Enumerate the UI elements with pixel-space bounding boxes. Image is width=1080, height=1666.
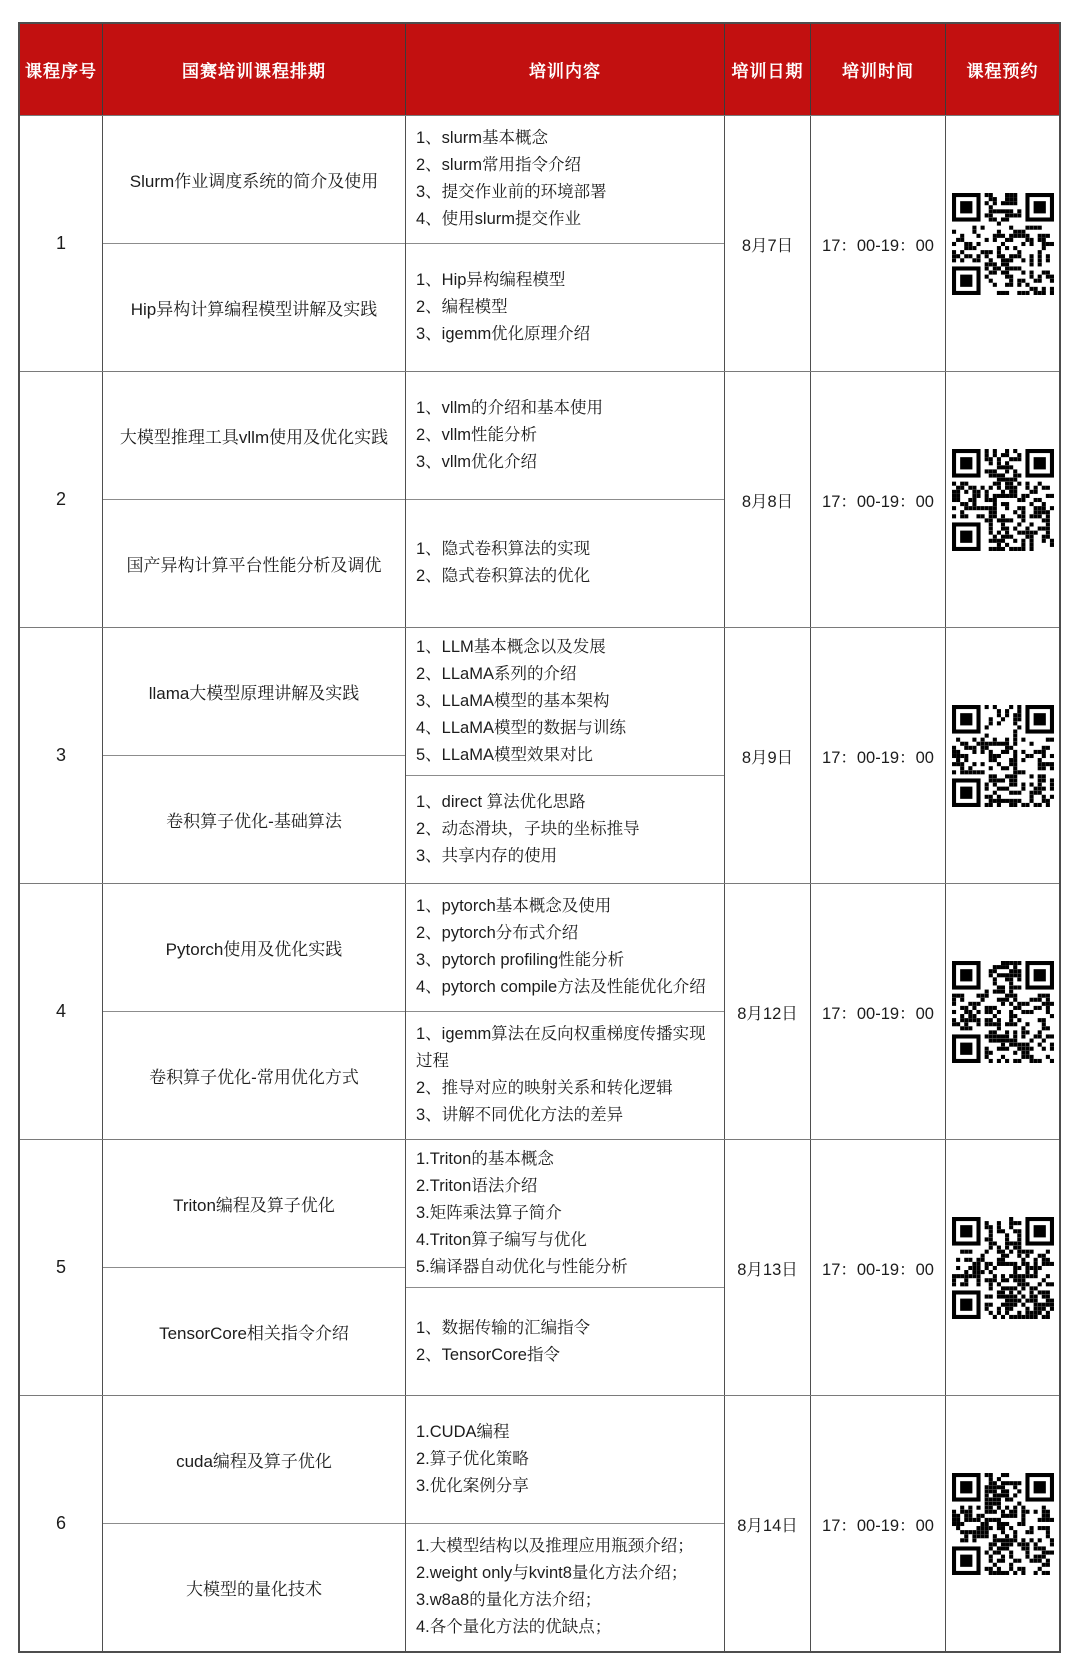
course-title: Hip异构计算编程模型讲解及实践 (130, 299, 378, 319)
course-content: 1、Hip异构编程模型 2、编程模型 3、igemm优化原理介绍 (416, 270, 591, 343)
column-header-course-schedule: 国赛培训课程排期 (102, 24, 405, 115)
course-number: 5 (55, 1257, 66, 1277)
course-number: 6 (55, 1513, 66, 1533)
qr-code (952, 449, 1054, 551)
course-title: 卷积算子优化-基础算法 (166, 811, 342, 831)
course-content: 1、igemm算法在反向权重梯度传播实现过程 2、推导对应的映射关系和转化逻辑 3、讲解不同优化方法的差异 (416, 1025, 706, 1125)
course-content: 1.大模型结构以及推理应用瓶颈介绍； 2.weight only与kvint8量化方法介绍； 3.w8a8的量化方法介绍； 4.各个量化方法的优缺点； (416, 1537, 694, 1637)
table-row (20, 627, 1059, 883)
table-row (20, 1139, 1059, 1395)
course-title: cuda编程及算子优化 (103, 1396, 405, 1524)
course-content: 1、direct 算法优化思路 2、动态滑块，子块的坐标推导 3、共享内存的使用 (416, 793, 640, 865)
qr-code (952, 1473, 1054, 1575)
course-number: 3 (55, 745, 66, 765)
course-content: 1、数据传输的汇编指令 2、TensorCore指令 (416, 1318, 591, 1364)
training-date: 8月14日 (724, 1396, 810, 1651)
column-header-training-time: 培训时间 (810, 24, 945, 115)
qr-code (952, 961, 1054, 1063)
training-date: 8月12日 (724, 884, 810, 1139)
training-time: 17：00-19：00 (810, 116, 945, 371)
training-date: 8月7日 (724, 116, 810, 371)
qr-code (952, 193, 1054, 295)
course-title: 国产异构计算平台性能分析及调优 (126, 555, 382, 575)
table-row (20, 371, 1059, 627)
course-title: llama大模型原理讲解及实践 (103, 628, 405, 756)
training-time: 17：00-19：00 (810, 628, 945, 883)
course-title: TensorCore相关指令介绍 (159, 1323, 349, 1343)
table-header-row (20, 24, 1059, 115)
table-row (20, 115, 1059, 371)
course-title: Slurm作业调度系统的简介及使用 (103, 116, 405, 244)
column-header-training-date: 培训日期 (724, 24, 810, 115)
training-time: 17：00-19：00 (810, 372, 945, 627)
training-date: 8月8日 (724, 372, 810, 627)
course-content: 1.CUDA编程 2.算子优化策略 3.优化案例分享 (406, 1396, 724, 1524)
table-row (20, 883, 1059, 1139)
column-header-course-number: 课程序号 (25, 62, 97, 81)
training-time: 17：00-19：00 (810, 884, 945, 1139)
course-title: 卷积算子优化-常用优化方式 (149, 1067, 359, 1087)
training-time: 17：00-19：00 (810, 1396, 945, 1651)
course-content: 1、pytorch基本概念及使用 2、pytorch分布式介绍 3、pytorch profiling性能分析 4、pytorch compile方法及性能优化介绍 (406, 884, 724, 1012)
training-date: 8月9日 (724, 628, 810, 883)
training-schedule-table (18, 22, 1061, 1653)
column-header-training-content: 培训内容 (405, 24, 724, 115)
course-content: 1、隐式卷积算法的实现 2、隐式卷积算法的优化 (416, 540, 591, 586)
course-content: 1、vllm的介绍和基本使用 2、vllm性能分析 3、vllm优化介绍 (406, 372, 724, 500)
qr-code (952, 705, 1054, 807)
course-title: 大模型的量化技术 (186, 1579, 322, 1599)
course-number: 4 (55, 1001, 66, 1021)
course-number: 1 (55, 233, 66, 253)
course-content: 1、LLM基本概念以及发展 2、LLaMA系列的介绍 3、LLaMA模型的基本架构 4、LLaMA模型的数据与训练 5、LLaMA模型效果对比 (406, 628, 724, 776)
course-title: Pytorch使用及优化实践 (103, 884, 405, 1012)
course-content: 1、slurm基本概念 2、slurm常用指令介绍 3、提交作业前的环境部署 4、使用slurm提交作业 (406, 116, 724, 244)
course-content: 1.Triton的基本概念 2.Triton语法介绍 3.矩阵乘法算子简介 4.Triton算子编写与优化 5.编译器自动优化与性能分析 (406, 1140, 724, 1288)
course-number: 2 (55, 489, 66, 509)
course-title: Triton编程及算子优化 (103, 1140, 405, 1268)
course-title: 大模型推理工具vllm使用及优化实践 (103, 372, 405, 500)
qr-code (952, 1217, 1054, 1319)
table-row (20, 1395, 1059, 1651)
column-header-course-booking: 课程预约 (945, 24, 1059, 115)
training-date: 8月13日 (724, 1140, 810, 1395)
training-time: 17：00-19：00 (810, 1140, 945, 1395)
